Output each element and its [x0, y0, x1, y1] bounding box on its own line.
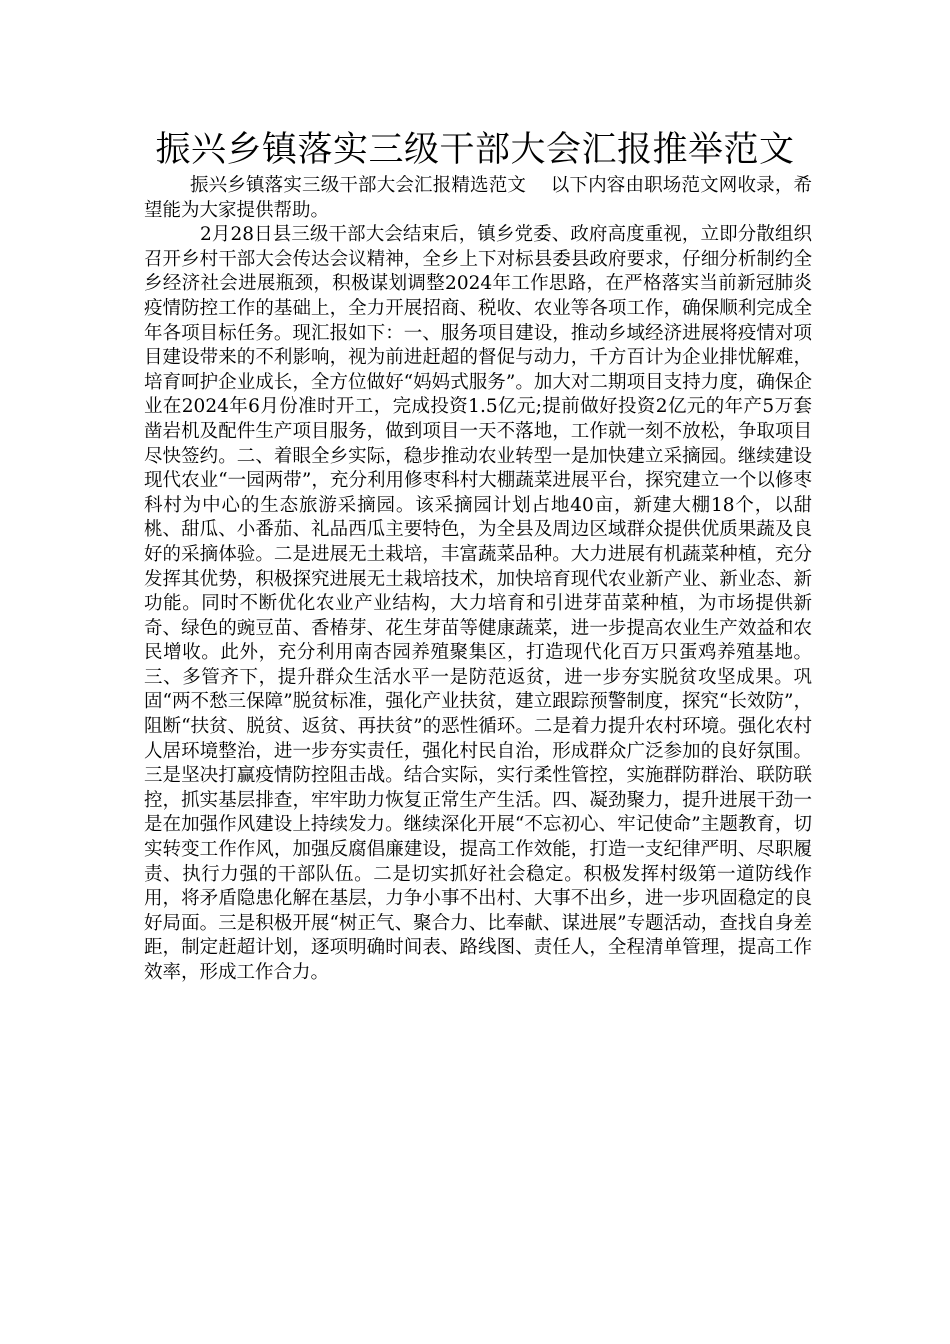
main-paragraph: 2月28日县三级干部大会结束后，镇乡党委、政府高度重视，立即分散组织召开乡村干部大会传达会议精神，全乡上下对标县委县政府要求，仔细分析制约全乡经济社会进展瓶颈，积极谋划调整2024年工作思路，在严格落实当前新冠肺炎疫情防控工作的基础上，全力开展招商、税收、农业等各项工作，确保顺利完成全年各项目标任务。现汇报如下：一、服务项目建设，推动乡域经济进展将疫情对项目建设带来的不利影响，视为前进赶超的督促与动力，千方百计为企业排忧解难，培育呵护企业成长，全方位做好“妈妈式服务”。加大对二期项目支持力度，确保企业在2024年6月份准时开工，完成投资1.5亿元;提前做好投资2亿元的年产5万套凿岩机及配件生产项目服务，做到项目一天不落地，工作就一刻不放松，争取项目尽快签约。二、着眼全乡实际，稳步推动农业转型一是加快建立采摘园。继续建设现代农业“一园两带”，充分利用修枣科村大棚蔬菜进展平台，探究建立一个以修枣科村为中心的生态旅游采摘园。该采摘园计划占地40亩，新建大棚18个，以甜桃、甜瓜、小番茄、礼品西瓜主要特色，为全县及周边区域群众提供优质果蔬及良好的采摘体验。二是进展无土栽培，丰富蔬菜品种。大力进展有机蔬菜种植，充分发挥其优势，积极探究进展无土栽培技术，加快培育现代农业新产业、新业态、新功能。同时不断优化农业产业结构，大力培育和引进芽苗菜种植，为市场提供新奇、绿色的豌豆苗、香椿芽、花生芽苗等健康蔬菜，进一步提高农业生产效益和农民增收。此外，充分利用南杏园养殖聚集区，打造现代化百万只蛋鸡养殖基地。三、多管齐下，提升群众生活水平一是防范返贫，进一步夯实脱贫攻坚成果。巩固“两不愁三保障”脱贫标准，强化产业扶贫，建立跟踪预警制度，探究“长效防”，阻断“扶贫、脱贫、返贫、再扶贫”的恶性循环。二是着力提升农村环境。强化农村人居环境整治，进一步夯实责任，强化村民自治，形成群众广泛参加的良好氛围。三是坚决打赢疫情防控阻击战。结合实际，实行柔性管控，实施群防群治、联防联控，抓实基层排查，牢牢助力恢复正常生产生活。四、凝劲聚力，提升进展干劲一是在加强作风建设上持续发力。继续深化开展“不忘初心、牢记使命”主题教育，切实转变工作作风，加强反腐倡廉建设，提高工作效能，打造一支纪律严明、尽职履责、执行力强的干部队伍。二是切实抓好社会稳定。积极发挥村级第一道防线作用，将矛盾隐患化解在基层，力争小事不出村、大事不出乡，进一步巩固稳定的良好局面。三是积极开展“树正气、聚合力、比奉献、谋进展”专题活动，查找自身差距，制定赶超计划，逐项明确时间表、路线图、责任人，全程清单管理，提高工作效率，形成工作合力。 [144, 224, 812, 983]
intro-paragraph: 振兴乡镇落实三级干部大会汇报精选范文 以下内容由职场范文网收录，希望能为大家提供帮助。 [144, 175, 812, 221]
document-title: 振兴乡镇落实三级干部大会汇报推举范文 [155, 130, 795, 170]
document-body [144, 174, 812, 986]
